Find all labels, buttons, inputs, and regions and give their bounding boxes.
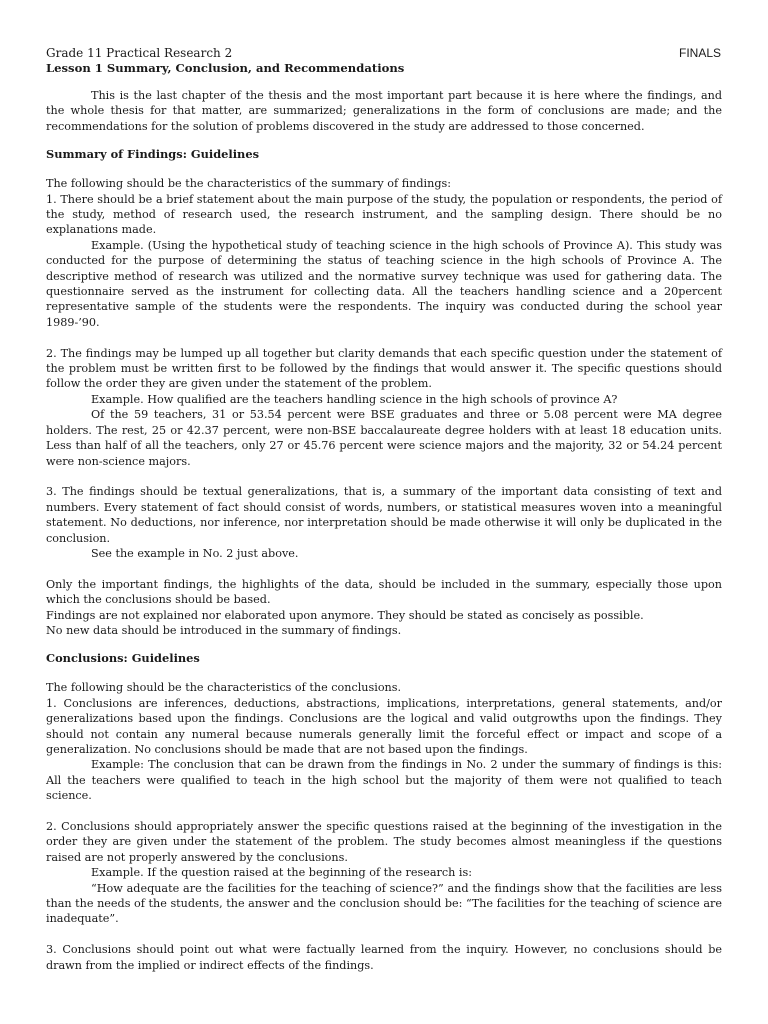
conclusions-item-1: 1. Conclusions are inferences, deductions, abstractions, implications, interpretations, general statements, and/or generalizations based upon the findings. Conclusions are the logical and valid outgrowths upon the findings. They should not contain any numeral because numerals generally limit the forceful effect or impact and scope of a generalization. No conclusions should be made that are not based upon the findings. — [46, 696, 722, 756]
summary-item-2-example: Example. How qualified are the teachers handling science in the high schools of province A? — [91, 392, 618, 406]
summary-note-1: Only the important findings, the highlights of the data, should be included in the summary, especially those upon which the conclusions should be based. — [46, 577, 722, 607]
conclusions-lead: The following should be the characteristics of the conclusions. — [46, 681, 402, 695]
course-title: Grade 11 Practical Research 2 — [46, 46, 233, 60]
summary-item-3-note: See the example in No. 2 just above. — [91, 546, 299, 560]
summary-item-2: 2. The findings may be lumped up all together but clarity demands that each specific question under the statement of the problem must be written first to be followed by the findings that would answer it. The specific questions should follow the order they are given under the statement of the problem. — [46, 346, 722, 391]
summary-item-1: 1. There should be a brief statement about the main purpose of the study, the population or respondents, the period of the study, method of research used, the research instrument, and the sampling design. There should be no explanations made. — [46, 192, 722, 237]
page-header — [46, 46, 722, 61]
summary-lead: The following should be the characteristics of the summary of findings: — [46, 177, 452, 191]
summary-item-1-example: Example. (Using the hypothetical study of teaching science in the high schools of Province A). This study was conducted for the purpose of determining the status of teaching science in the high schools of Province A. The descriptive method of research was utilized and the normative survey technique was used for gathering data. The questionnaire served as the instrument for collecting data. All the teachers handling science and a 20percent representative sample of the students were the respondents. The inquiry was conducted during the school year 1989-’90. — [46, 238, 722, 329]
summary-heading: Summary of Findings: Guidelines — [46, 147, 260, 162]
summary-note-3: No new data should be introduced in the summary of findings. — [46, 623, 402, 637]
intro-paragraph: This is the last chapter of the thesis and the most important part because it is here where the findings, and the whole thesis for that matter, are summarized; generalizations in the form of conclusions are made; and the recommendations for the solution of problems discovered in the study are addressed to those concerned. — [46, 89, 722, 133]
conclusions-item-3: 3. Conclusions should point out what were factually learned from the inquiry. However, no conclusions should be drawn from the implied or indirect effects of the findings. — [46, 943, 722, 972]
summary-item-3: 3. The findings should be textual generalizations, that is, a summary of the important data consisting of text and numbers. Every statement of fact should consist of words, numbers, or statistical measures woven into a meaningful statement. No deductions, nor inference, nor interpretation should be made otherwise it will only be duplicated in the conclusion. — [46, 485, 722, 545]
summary-note-2: Findings are not explained nor elaborated upon anymore. They should be stated as concisely as possible. — [46, 608, 644, 622]
conclusions-item-2: 2. Conclusions should appropriately answer the specific questions raised at the beginning of the investigation in the order they are given under the statement of the problem. The study becomes almost meaningless if the questions raised are not properly answered by the conclusions. — [46, 820, 722, 864]
conclusions-item-1-example: Example: The conclusion that can be drawn from the findings in No. 2 under the summary of findings is this: All the teachers were qualified to teach in the high school but the majority of them were not qualified to teach science. — [46, 758, 722, 803]
conclusions-item-2-example: Example. If the question raised at the beginning of the research is: — [91, 866, 473, 880]
summary-item-2-answer: Of the 59 teachers, 31 or 53.54 percent were BSE graduates and three or 5.08 percent were MA degree holders. The rest, 25 or 42.37 percent, were non-BSE baccalaureate degree holders with at least 18 education units. Less than half of all the teachers, only 27 or 45.76 percent were science majors and the majority, 32 or 54.24 percent were non-science majors. — [46, 408, 722, 468]
lesson-title: Lesson 1 Summary, Conclusion, and Recommendations — [46, 61, 405, 75]
conclusions-item-2-quote: “How adequate are the facilities for the teaching of science?” and the findings show that the facilities are less than the needs of the students, the answer and the conclusion should be: “The facilities for the teaching of science are inadequate”. — [46, 881, 722, 926]
term-label: FINALS — [678, 46, 721, 60]
conclusions-heading: Conclusions: Guidelines — [46, 651, 200, 666]
